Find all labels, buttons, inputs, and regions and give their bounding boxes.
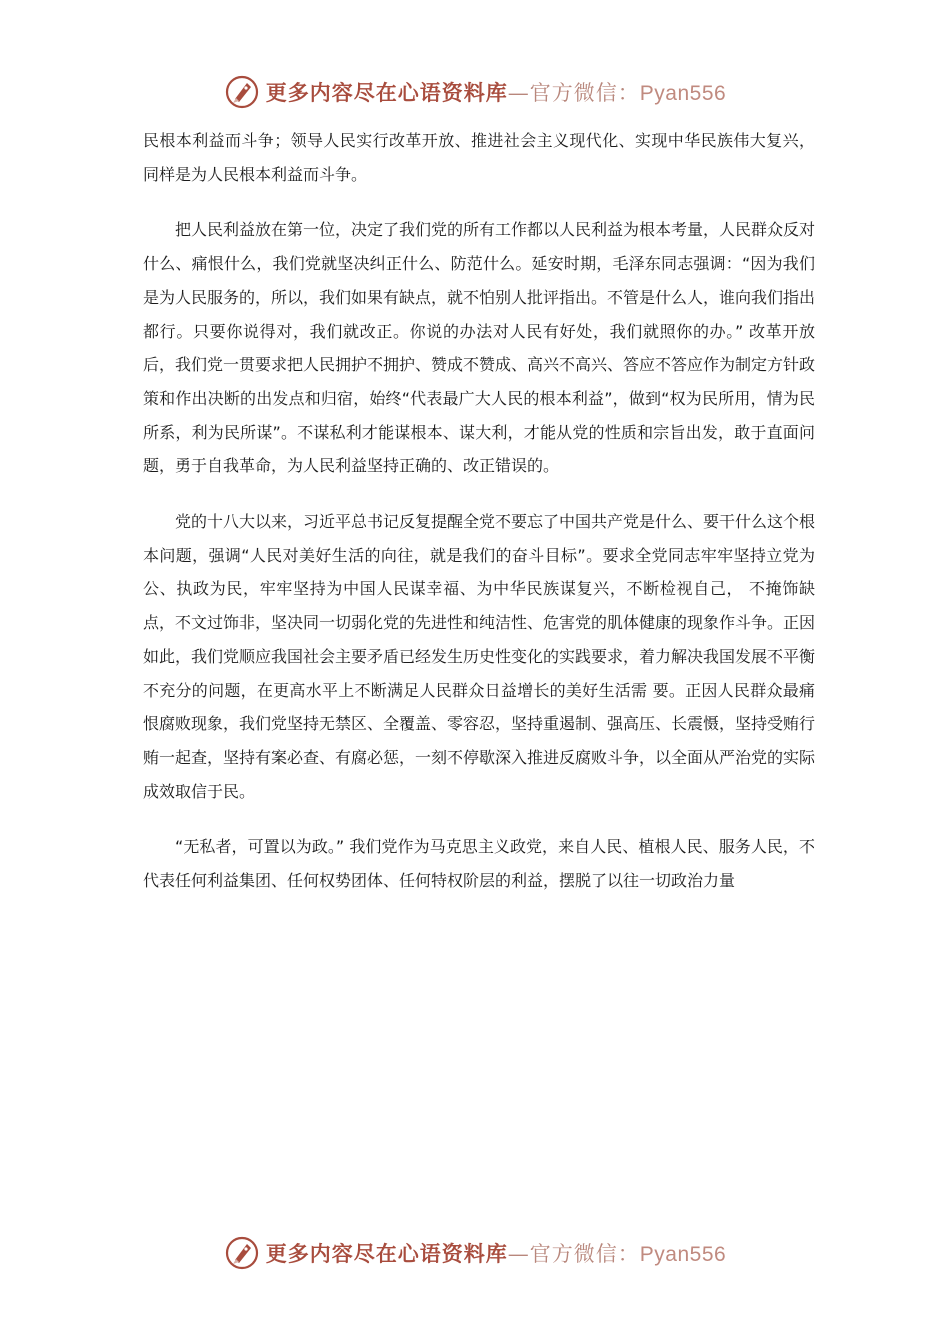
footer-banner	[0, 1233, 950, 1273]
footer-wechat-label: —官方微信：	[507, 1242, 640, 1266]
header-wechat-label: —官方微信：	[507, 81, 640, 105]
document-body	[143, 124, 815, 920]
footer-brand: 更多内容尽在心语资料库	[265, 1241, 508, 1266]
footer-watermark-text	[266, 1238, 726, 1268]
header-wechat-handle: Pyan556	[639, 82, 727, 105]
paragraph-3: 党的十八大以来，习近平总书记反复提醒全党不要忘了中国共产党是什么、要干什么这个根本问题，强调“人民对美好生活的向往，就是我们的奋斗目标”。要求全党同志牢牢坚持立党为公、执政为民，牢牢坚持为中国人民谋幸福、为中华民族谋复兴，不断检视自己， 不掩饰缺点，不文过饰非，坚决同一切弱化党的先进性和纯洁性、危害党的肌体健康的现象作斗争。正因如此，我们党顺应我国社会主要矛盾已经发生历史性变化的实践要求，着力解决我国发展不平衡不充分的问题，在更高水平上不断满足人民群众日益增长的美好生活需 要。正因人民群众最痛恨腐败现象，我们党坚持无禁区、全覆盖、零容忍，坚持重遏制、强高压、长震慑，坚持受贿行贿一起查，坚持有案必查、有腐必惩，一刻不停歇深入推进反腐败斗争，以全面从严治党的实际成效取信于民。	[143, 512, 816, 801]
header-watermark-text	[266, 77, 726, 107]
paragraph-2: 把人民利益放在第一位，决定了我们党的所有工作都以人民利益为根本考量，人民群众反对什么、痛恨什么，我们党就坚决纠正什么、防范什么。延安时期，毛泽东同志强调：“因为我们是为人民服务的，所以，我们如果有缺点，就不怕别人批评指出。不管是什么人，谁向我们指出都行。只要你说得对，我们就改正。你说的办法对人民有好处，我们就照你的办。” 改革开放后，我们党一贯要求把人民拥护不拥护、赞成不赞成、高兴不高兴、答应不答应作为制定方针政策和作出决断的出发点和归宿，始终“代表最广大人民的根本利益”，做到“权为民所用，情为民所系，利为民所谋”。不谋私利才能谋根本、谋大利，才能从党的性质和宗旨出发，敢于直面问题，勇于自我革命，为人民利益坚持正确的、改正错误的。	[143, 220, 816, 476]
pen-nib-seal-icon	[224, 1235, 260, 1271]
header-brand: 更多内容尽在心语资料库	[265, 80, 508, 105]
pen-nib-seal-icon	[224, 74, 260, 110]
header-banner	[0, 72, 950, 112]
footer-wechat-handle: Pyan556	[639, 1243, 727, 1266]
paragraph-1: 民根本利益而斗争；领导人民实行改革开放、推进社会主义现代化、实现中华民族伟大复兴， 同样是为人民根本利益而斗争。	[143, 131, 815, 184]
paragraph-4: “无私者，可置以为政。” 我们党作为马克思主义政党，来自人民、植根人民、服务人民，不代表任何利益集团、任何权势团体、任何特权阶层的利益，摆脱了以往一切政治力量	[143, 837, 815, 891]
